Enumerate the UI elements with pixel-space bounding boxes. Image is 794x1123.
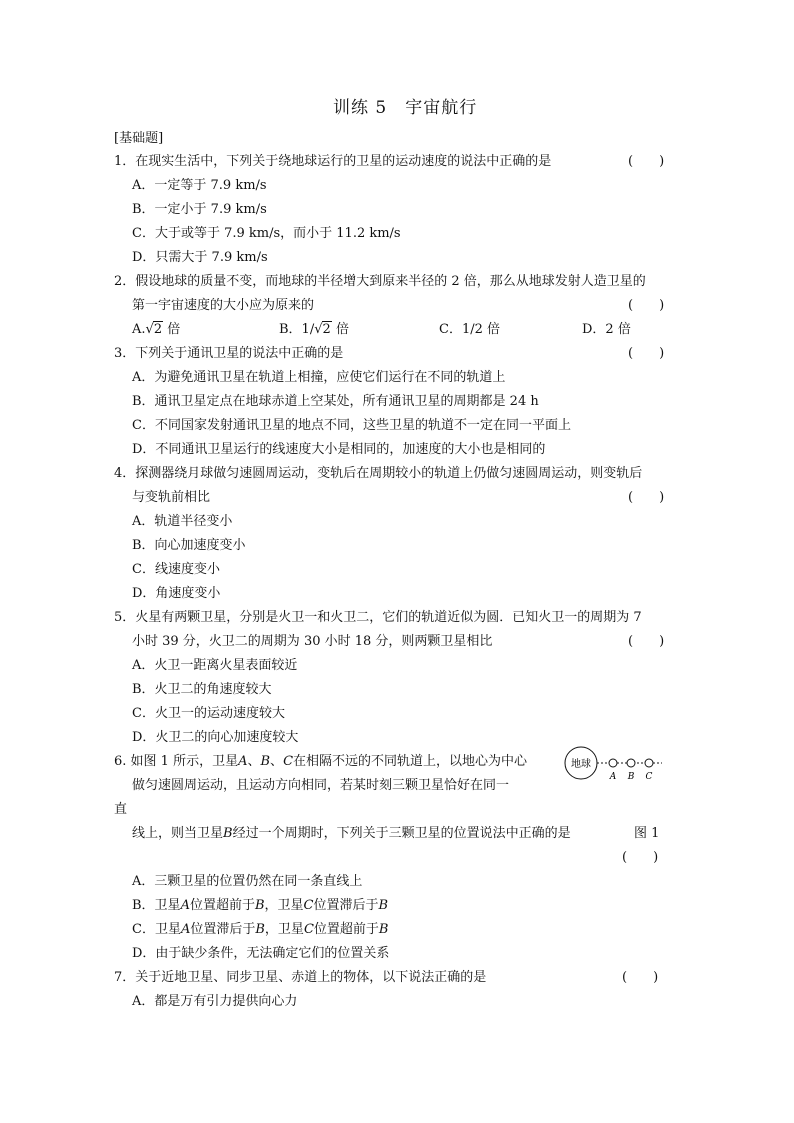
q6-text: ，卫星 — [264, 898, 304, 913]
var-a: A — [180, 922, 191, 937]
var-a: A — [238, 754, 248, 769]
q6-option-c — [132, 922, 388, 938]
earth-label: 地球 — [571, 759, 591, 770]
sqrt-symbol: √2 — [314, 322, 331, 337]
q3-option-c: C．不同国家发射通讯卫星的地点不同，这些卫星的轨道不一定在同一平面上 — [132, 418, 571, 433]
q6-option-d: D．由于缺少条件，无法确定它们的位置关系 — [132, 946, 390, 961]
q6-answer-blank: ( ) — [622, 850, 659, 865]
q2-option-b-prefix: B．1/ — [279, 322, 315, 337]
q6-text: 位置滞后于 — [190, 922, 256, 937]
var-b: B — [260, 754, 271, 769]
q4-stem-line1: 4．探测器绕月球做匀速圆周运动，变轨后在周期较小的轨道上仍做匀速圆周运动，则变轨后 — [114, 466, 643, 481]
q6-text: 在相隔不远的不同轨道上，以地心为中心 — [293, 754, 528, 769]
q6-text: 6. 如图 1 所示，卫星 — [114, 754, 239, 769]
q2-option-b — [279, 322, 349, 338]
q2-answer-blank: ( ) — [628, 298, 665, 313]
q5-option-d: D．火卫二的向心加速度较大 — [132, 730, 299, 745]
q5-answer-blank: ( ) — [628, 634, 665, 649]
satellite-b-label: B — [627, 772, 635, 782]
q3-stem: 3．下列关于通讯卫星的说法中正确的是 — [114, 346, 344, 361]
q2-option-a-suffix: 倍 — [167, 322, 181, 337]
q4-answer-blank: ( ) — [628, 490, 665, 505]
q5-stem-line1: 5．火星有两颗卫星，分别是火卫一和火卫二，它们的轨道近似为圆．已知火卫一的周期为 7 — [114, 610, 642, 625]
q6-text: 经过一个周期时，下列关于三颗卫星的位置说法中正确的是 — [232, 826, 571, 841]
q7-option-a: A．都是万有引力提供向心力 — [132, 994, 298, 1009]
q5-option-c: C．火卫一的运动速度较大 — [132, 706, 285, 721]
q2-option-a-prefix: A. — [132, 322, 146, 337]
q7-stem: 7．关于近地卫星、同步卫星、赤道上的物体，以下说法正确的是 — [114, 970, 487, 985]
q1-option-c: C．大于或等于 7.9 km/s，而小于 11.2 km/s — [132, 226, 401, 241]
q2-option-a — [132, 322, 180, 338]
q2-option-d: D．2 倍 — [582, 322, 631, 337]
q1-option-d: D．只需大于 7.9 km/s — [132, 250, 268, 265]
q6-stem-line1 — [114, 754, 527, 770]
q2-stem-line2: 第一宇宙速度的大小应为原来的 — [132, 298, 315, 313]
q6-text: 位置超前于 — [189, 898, 255, 913]
q6-option-b — [132, 898, 388, 914]
var-b: B — [254, 898, 265, 913]
q4-option-c: C．线速度变小 — [132, 562, 220, 577]
q3-option-d: D．不同通讯卫星运行的线速度大小是相同的，加速度的大小也是相同的 — [132, 442, 546, 457]
q4-option-d: D．角速度变小 — [132, 586, 221, 601]
q6-text: 、 — [247, 754, 261, 769]
q4-stem-line2: 与变轨前相比 — [132, 490, 211, 505]
var-c: C — [303, 898, 314, 913]
var-b: B — [255, 922, 265, 937]
q1-answer-blank: ( ) — [628, 154, 665, 169]
satellite-a — [609, 759, 617, 767]
var-b: B — [378, 922, 389, 937]
var-b: B — [378, 898, 389, 913]
page-title: 训练 5 宇宙航行 — [333, 98, 478, 118]
q6-text: C．卫星 — [132, 922, 181, 937]
q1-option-a: A．一定等于 7.9 km/s — [132, 178, 267, 193]
q6-text: 位置超前于 — [313, 922, 379, 937]
q6-text: 位置滞后于 — [313, 898, 379, 913]
q1-option-b: B．一定小于 7.9 km/s — [132, 202, 267, 217]
q6-text: B．卫星 — [132, 898, 181, 913]
q4-option-a: A．轨道半径变小 — [132, 514, 233, 529]
q6-stem-line4 — [132, 826, 571, 842]
var-c: C — [283, 754, 294, 769]
var-a: A — [180, 898, 190, 913]
satellite-b — [627, 759, 635, 767]
satellite-c — [645, 759, 653, 767]
q3-option-b: B．通讯卫星定点在地球赤道上空某处，所有通讯卫星的周期都是 24 h — [132, 394, 539, 409]
q3-answer-blank: ( ) — [628, 346, 665, 361]
q7-answer-blank: ( ) — [622, 970, 659, 985]
q4-option-b: B．向心加速度变小 — [132, 538, 246, 553]
figure-caption: 图 1 — [634, 826, 660, 841]
satellite-c-label: C — [645, 772, 653, 782]
q6-option-a: A．三颗卫星的位置仍然在同一条直线上 — [132, 874, 363, 889]
q5-option-b: B．火卫二的角速度较大 — [132, 682, 272, 697]
q1-stem: 1．在现实生活中，下列关于绕地球运行的卫星的运动速度的说法中正确的是 — [114, 154, 552, 169]
var-b: B — [223, 826, 233, 841]
q3-option-a: A．为避免通讯卫星在轨道上相撞，应使它们运行在不同的轨道上 — [132, 370, 506, 385]
q2-option-c: C．1/2 倍 — [439, 322, 501, 337]
q6-stem-line2: 做匀速圆周运动，且运动方向相同，若某时刻三颗卫星恰好在同一 — [132, 778, 510, 793]
satellite-a-label: A — [609, 772, 617, 782]
q6-stem-line3: 直 — [114, 802, 128, 817]
var-c: C — [303, 922, 314, 937]
q6-text: 线上，则当卫星 — [132, 826, 224, 841]
figure-1-diagram — [562, 746, 672, 782]
sqrt-symbol: √2 — [145, 322, 163, 337]
q6-text: ，卫星 — [264, 922, 304, 937]
section-label: [基础题] — [114, 131, 164, 146]
q5-stem-line2: 小时 39 分，火卫二的周期为 30 小时 18 分，则两颗卫星相比 — [132, 634, 493, 649]
q5-option-a: A．火卫一距离火星表面较近 — [132, 658, 298, 673]
q2-option-b-suffix: 倍 — [335, 322, 349, 337]
q6-text: 、 — [270, 754, 284, 769]
q2-stem-line1: 2．假设地球的质量不变，而地球的半径增大到原来半径的 2 倍，那么从地球发射人造卫星的 — [114, 274, 646, 289]
